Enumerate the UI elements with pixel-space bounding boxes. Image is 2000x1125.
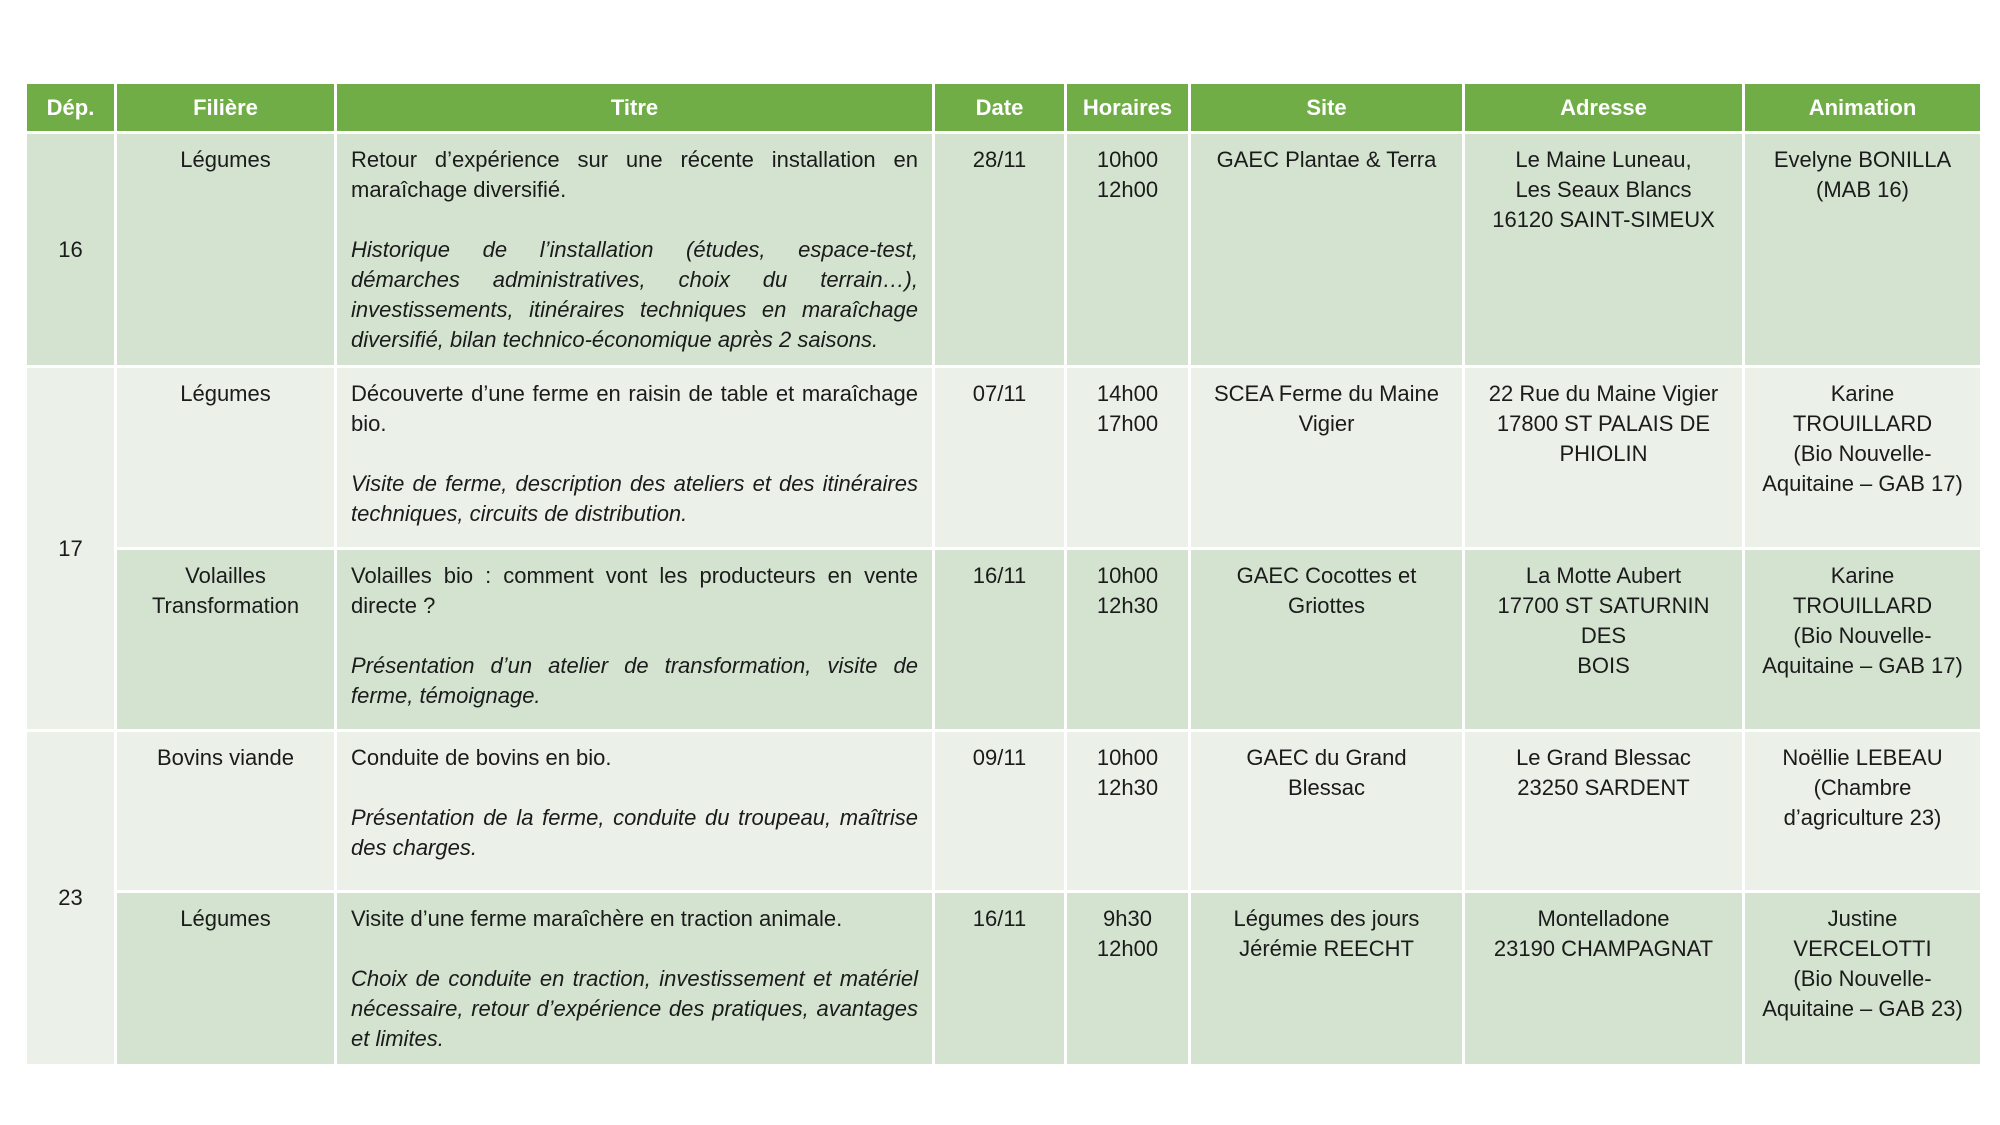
site-line: Griottes — [1287, 593, 1366, 618]
adresse-line: 17700 ST SATURNIN DES — [1497, 593, 1710, 648]
animation-line: Karine TROUILLARD — [1792, 563, 1933, 618]
filiere-cell — [116, 367, 336, 549]
event-title: Retour d’expérience sur une récente installation en maraîchage diversifié. — [351, 147, 918, 202]
title-cell — [336, 133, 934, 367]
event-description: Présentation de la ferme, conduite du troupeau, maîtrise des charges. — [351, 805, 918, 860]
site-line: GAEC Plantae & Terra — [1216, 147, 1437, 172]
date-cell: 16/11 — [934, 892, 1066, 1066]
header-site: Site — [1190, 83, 1464, 133]
event-title: Visite d’une ferme maraîchère en traction animale. — [351, 906, 843, 931]
end-time: 12h30 — [1096, 775, 1159, 800]
animation-line: Karine TROUILLARD — [1792, 381, 1933, 436]
header-animation: Animation — [1744, 83, 1982, 133]
end-time: 17h00 — [1096, 411, 1159, 436]
animation-cell — [1744, 892, 1982, 1066]
filiere-cell — [116, 133, 336, 367]
dep-cell: 16 — [26, 133, 116, 367]
header-filiere: Filière — [116, 83, 336, 133]
start-time: 9h30 — [1103, 906, 1152, 931]
end-time: 12h00 — [1096, 177, 1159, 202]
site-line: GAEC Cocottes et — [1236, 563, 1417, 588]
adresse-cell — [1464, 731, 1744, 892]
table-row — [26, 549, 1982, 731]
date-cell: 16/11 — [934, 549, 1066, 731]
adresse-line: Montelladone — [1537, 906, 1670, 931]
dep-cell: 23 — [26, 731, 116, 1066]
adresse-line: Les Seaux Blancs — [1515, 177, 1692, 202]
header-row — [26, 83, 1982, 133]
animation-line: Justine VERCELOTTI — [1793, 906, 1932, 961]
start-time: 10h00 — [1096, 147, 1159, 172]
table-row — [26, 133, 1982, 367]
adresse-line: Le Grand Blessac — [1516, 745, 1691, 770]
animation-cell — [1744, 549, 1982, 731]
event-title: Découverte d’une ferme en raisin de table et maraîchage bio. — [351, 381, 918, 436]
animation-line: Aquitaine – GAB 17) — [1762, 653, 1963, 678]
adresse-line: 23190 CHAMPAGNAT — [1493, 936, 1714, 961]
adresse-line: BOIS — [1577, 653, 1630, 678]
title-cell — [336, 731, 934, 892]
event-title: Volailles bio : comment vont les producteurs en vente directe ? — [351, 563, 918, 618]
filiere-line: Légumes — [180, 906, 271, 931]
horaires-cell — [1066, 549, 1190, 731]
adresse-line: Le Maine Luneau, — [1515, 147, 1692, 172]
table-row — [26, 731, 1982, 892]
header-titre: Titre — [336, 83, 934, 133]
title-cell — [336, 549, 934, 731]
filiere-cell — [116, 892, 336, 1066]
filiere-line: Volailles — [185, 563, 266, 588]
event-title: Conduite de bovins en bio. — [351, 745, 612, 770]
end-time: 12h30 — [1096, 593, 1159, 618]
filiere-line: Transformation — [151, 593, 300, 618]
adresse-cell — [1464, 367, 1744, 549]
date-cell: 09/11 — [934, 731, 1066, 892]
filiere-cell — [116, 549, 336, 731]
header-date: Date — [934, 83, 1066, 133]
adresse-line: 22 Rue du Maine Vigier — [1488, 381, 1719, 406]
adresse-cell — [1464, 549, 1744, 731]
animation-line: d’agriculture 23) — [1783, 805, 1942, 830]
event-description: Présentation d’un atelier de transformation, visite de ferme, témoignage. — [351, 653, 918, 708]
adresse-cell — [1464, 892, 1744, 1066]
dep-cell: 17 — [26, 367, 116, 731]
animation-line: (Bio Nouvelle- — [1793, 441, 1932, 466]
horaires-cell — [1066, 892, 1190, 1066]
event-description: Historique de l’installation (études, espace-test, démarches administratives, choix du terrain…), investissements, itinéraires techniques en maraîchage diversifié, bilan technico-économique après 2 saisons. — [351, 237, 918, 352]
site-line: Vigier — [1298, 411, 1355, 436]
animation-line: Aquitaine – GAB 23) — [1762, 996, 1963, 1021]
animation-line: Noëllie LEBEAU — [1782, 745, 1943, 770]
table-row — [26, 367, 1982, 549]
site-line: Jérémie REECHT — [1239, 936, 1414, 961]
header-adresse: Adresse — [1464, 83, 1744, 133]
adresse-cell — [1464, 133, 1744, 367]
events-table — [24, 81, 1983, 1067]
adresse-line: La Motte Aubert — [1525, 563, 1682, 588]
table-row — [26, 892, 1982, 1066]
filiere-line: Légumes — [180, 147, 271, 172]
site-cell — [1190, 549, 1464, 731]
animation-line: (MAB 16) — [1816, 177, 1909, 202]
animation-line: (Chambre — [1813, 775, 1912, 800]
animation-line: (Bio Nouvelle- — [1793, 966, 1932, 991]
site-cell — [1190, 367, 1464, 549]
adresse-line: 23250 SARDENT — [1517, 775, 1690, 800]
site-cell — [1190, 731, 1464, 892]
filiere-line: Bovins viande — [157, 745, 294, 770]
animation-line: Aquitaine – GAB 17) — [1762, 471, 1963, 496]
adresse-line: PHIOLIN — [1559, 441, 1648, 466]
start-time: 10h00 — [1096, 563, 1159, 588]
event-description: Choix de conduite en traction, investissement et matériel nécessaire, retour d’expérience des pratiques, avantages et limites. — [351, 966, 918, 1051]
start-time: 14h00 — [1096, 381, 1159, 406]
filiere-line: Légumes — [180, 381, 271, 406]
header-horaires: Horaires — [1066, 83, 1190, 133]
end-time: 12h00 — [1096, 936, 1159, 961]
animation-line: (Bio Nouvelle- — [1793, 623, 1932, 648]
header-dep: Dép. — [26, 83, 116, 133]
adresse-line: 17800 ST PALAIS DE — [1496, 411, 1711, 436]
horaires-cell — [1066, 367, 1190, 549]
event-description: Visite de ferme, description des ateliers et des itinéraires techniques, circuits de distribution. — [351, 471, 918, 526]
horaires-cell — [1066, 133, 1190, 367]
horaires-cell — [1066, 731, 1190, 892]
animation-cell — [1744, 731, 1982, 892]
site-line: Légumes des jours — [1233, 906, 1420, 931]
animation-cell — [1744, 133, 1982, 367]
adresse-line: 16120 SAINT-SIMEUX — [1492, 207, 1715, 232]
site-cell — [1190, 892, 1464, 1066]
date-cell: 28/11 — [934, 133, 1066, 367]
filiere-cell — [116, 731, 336, 892]
site-cell — [1190, 133, 1464, 367]
animation-line: Evelyne BONILLA — [1773, 147, 1952, 172]
title-cell — [336, 892, 934, 1066]
start-time: 10h00 — [1096, 745, 1159, 770]
site-line: GAEC du Grand Blessac — [1246, 745, 1407, 800]
site-line: SCEA Ferme du Maine — [1214, 381, 1439, 406]
title-cell — [336, 367, 934, 549]
date-cell: 07/11 — [934, 367, 1066, 549]
animation-cell — [1744, 367, 1982, 549]
